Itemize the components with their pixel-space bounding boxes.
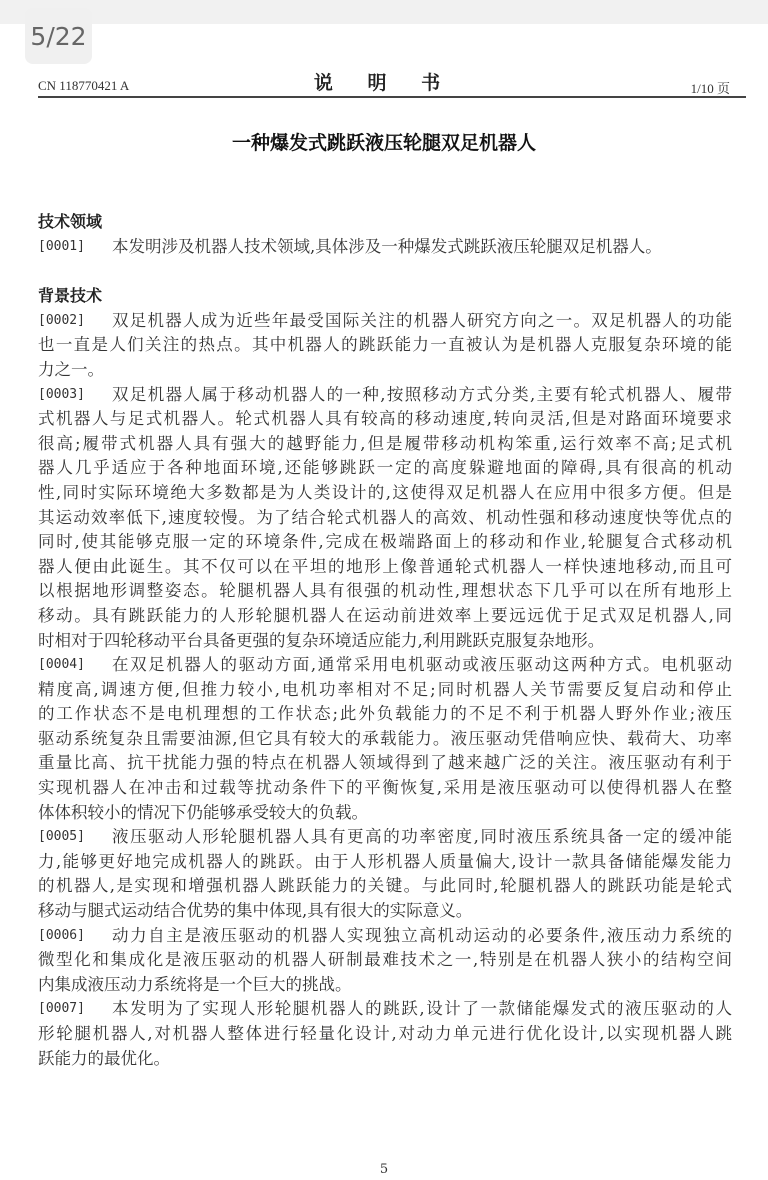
document-title: 一种爆发式跳跃液压轮腿双足机器人	[231, 132, 536, 154]
paragraph-number: [0005]	[38, 829, 85, 845]
paragraph-line: 时相对于四轮移动平台具备更强的复杂环境适应能力,利用跳跃克服复杂地形。	[38, 630, 605, 650]
paragraph-line: 动力自主是液压驱动的机器人实现独立高机动运动的必要条件,液压动力系统的	[112, 925, 732, 945]
paragraph	[38, 997, 732, 1071]
page-number: 5	[379, 1162, 389, 1177]
paragraph-line: 移动。具有跳跃能力的人形轮腿机器人在运动前进效率上要远远优于足式双足机器人,同	[38, 605, 732, 625]
section-heading: 背景技术	[38, 286, 103, 306]
paragraph-line: 器人便由此诞生。其不仅可以在平坦的地形上像普通轮式机器人一样快速地移动,而且可	[38, 556, 732, 576]
paragraph	[38, 235, 732, 260]
paragraph-line: 在双足机器人的驱动方面,通常采用电机驱动或液压驱动这两种方式。电机驱动	[112, 655, 732, 675]
paragraph-number: [0003]	[38, 386, 85, 402]
page-of: 1/10 页	[690, 81, 730, 96]
paragraph-line: 实现机器人在冲击和过载等扰动条件下的平衡恢复,采用是液压驱动可以使得机器人在整	[38, 778, 732, 798]
header-rule	[38, 96, 746, 98]
paragraph-line: 本发明为了实现人形轮腿机器人的跳跃,设计了一款储能爆发式的液压驱动的人	[112, 999, 732, 1019]
paragraph-line: 性,同时实际环境绝大多数都是为人类设计的,这使得双足机器人在应用中很多方便。但是	[38, 482, 732, 502]
paragraph-line: 其运动效率低下,速度较慢。为了结合轮式机器人的高效、机动性强和移动速度快等优点的	[38, 507, 732, 527]
paragraph-line: 驱动系统复杂且需要油源,但它具有较大的承载能力。液压驱动凭借响应快、载荷大、功率	[38, 728, 732, 748]
paragraph-line: 的工作状态不是电机理想的工作状态;此外负载能力的不足不利于机器人野外作业;液压	[38, 704, 732, 724]
document-body	[38, 210, 732, 1071]
paragraph-number: [0001]	[38, 238, 85, 254]
paragraph-line: 力,能够更好地完成机器人的跳跃。由于人形机器人质量偏大,设计一款具备储能爆发能力	[38, 851, 732, 871]
paragraph	[38, 825, 732, 923]
viewer-top-bar	[0, 0, 768, 24]
paragraph-line: 力之一。	[38, 359, 104, 379]
paragraph-line: 体体积较小的情况下仍能够承受较大的负载。	[38, 802, 368, 822]
paragraph-line: 本发明涉及机器人技术领域,具体涉及一种爆发式跳跃液压轮腿双足机器人。	[112, 236, 662, 256]
paragraph	[38, 653, 732, 825]
paragraph	[38, 309, 732, 383]
paragraph-line: 跃能力的最优化。	[38, 1048, 170, 1068]
paragraph-line: 器人几乎适应于各种地面环境,还能够跳跃一定的高度躲避地面的障碍,具有很高的机动	[38, 458, 732, 478]
paragraph-line: 同时,使其能够克服一定的环境条件,完成在极端路面上的移动和作业,轮腿复合式移动机	[38, 532, 732, 552]
paragraph-line: 液压驱动人形轮腿机器人具有更高的功率密度,同时液压系统具备一定的缓冲能	[112, 827, 732, 847]
section-heading: 技术领域	[38, 212, 103, 231]
paragraph-line: 移动与腿式运动结合优势的集中体现,具有很大的实际意义。	[38, 901, 473, 921]
paragraph	[38, 924, 732, 998]
paragraph-line: 双足机器人成为近些年最受国际关注的机器人研究方向之一。双足机器人的功能	[112, 310, 732, 330]
paragraph-line: 以根据地形调整姿态。轮腿机器人具有很强的机动性,理想状态下几乎可以在所有地形上	[38, 581, 732, 601]
paragraph-number: [0002]	[38, 312, 85, 328]
paragraph-line: 也一直是人们关注的热点。其中机器人的跳跃能力一直被认为是机器人克服复杂环境的能	[38, 335, 732, 355]
paragraph-line: 内集成液压动力系统将是一个巨大的挑战。	[38, 974, 352, 994]
paragraph-line: 式机器人与足式机器人。轮式机器人具有较高的移动速度,转向灵活,但是对路面环境要求	[38, 409, 732, 429]
page-indicator: 5/22	[25, 8, 92, 64]
paragraph	[38, 383, 732, 654]
patent-number: CN 118770421 A	[38, 78, 130, 93]
document-type: 说 明 书	[313, 72, 455, 94]
paragraph-line: 很高;履带式机器人具有强大的越野能力,但是履带移动机构笨重,运行效率不高;足式机	[38, 433, 732, 453]
paragraph-line: 形轮腿机器人,对机器人整体进行轻量化设计,对动力单元进行优化设计,以实现机器人跳	[38, 1024, 732, 1043]
paragraph-line: 双足机器人属于移动机器人的一种,按照移动方式分类,主要有轮式机器人、履带	[112, 384, 732, 404]
paragraph-number: [0004]	[38, 657, 85, 673]
paragraph-line: 精度高,调速方便,但推力较小,电机功率相对不足;同时机器人关节需要反复启动和停止	[38, 679, 732, 699]
paragraph-line: 的机器人,是实现和增强机器人跳跃能力的关键。与此同时,轮腿机器人的跳跃功能是轮式	[38, 876, 732, 896]
paragraph-line: 微型化和集成化是液压驱动的机器人研制最难技术之一,特别是在机器人狭小的结构空间	[38, 950, 732, 970]
paragraph-number: [0006]	[38, 927, 85, 943]
paragraph-line: 重量比高、抗干扰能力强的特点在机器人领域得到了越来越广泛的关注。液压驱动有利于	[38, 753, 732, 773]
paragraph-number: [0007]	[38, 1001, 85, 1017]
